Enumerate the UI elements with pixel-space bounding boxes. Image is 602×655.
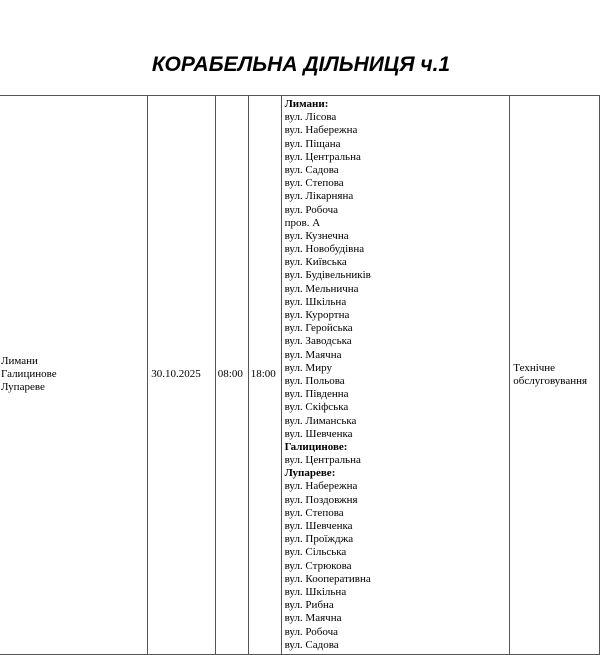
street-item: вул. Новобудівна xyxy=(284,243,365,256)
street-item: вул. Степова xyxy=(284,177,344,190)
streets-cell xyxy=(281,96,510,655)
street-group-title: Галицинове: xyxy=(284,440,348,453)
street-item: вул. Скіфська xyxy=(284,401,349,414)
street-item: вул. Робоча xyxy=(284,203,339,216)
reason-cell xyxy=(510,96,600,655)
street-item: вул. Лісова xyxy=(284,111,337,124)
page-title: КОРАБЕЛЬНА ДІЛЬНИЦЯ ч.1 xyxy=(151,53,451,76)
reason-text: обслуговування xyxy=(513,374,588,387)
street-item: вул. Миру xyxy=(284,361,332,374)
street-item: вул. Кооперативна xyxy=(284,572,371,585)
street-item: вул. Шевченка xyxy=(284,427,353,440)
outage-schedule-table xyxy=(0,95,600,655)
street-group-title: Лимани: xyxy=(284,98,329,110)
street-item: вул. Маячна xyxy=(284,612,342,625)
street-item: вул. Сільська xyxy=(284,546,347,559)
street-item: вул. Лікарняна xyxy=(284,190,354,203)
street-item: вул. Польова xyxy=(284,374,345,387)
street-item: вул. Садова xyxy=(284,638,339,651)
date-cell: 30.10.2025 xyxy=(148,96,216,655)
settlement-name: Лимани xyxy=(1,355,38,368)
street-item: вул. Робоча xyxy=(284,625,339,638)
street-item: вул. Поздовжня xyxy=(284,493,358,506)
street-item: вул. Кузнечна xyxy=(284,229,349,242)
street-item: вул. Шкільна xyxy=(284,585,347,598)
street-item: вул. Мельнична xyxy=(284,282,359,295)
street-item: вул. Київська xyxy=(284,256,347,269)
street-item: вул. Набережна xyxy=(284,480,358,493)
street-item: вул. Будівельників xyxy=(284,269,371,282)
street-item: вул. Маячна xyxy=(284,348,342,361)
street-item: вул. Заводська xyxy=(284,335,352,348)
street-item: вул. Садова xyxy=(284,163,339,176)
settlement-name: Галицинове xyxy=(1,368,57,381)
street-item: вул. Південна xyxy=(284,388,349,401)
settlements-cell xyxy=(0,96,148,655)
street-item: вул. Рибна xyxy=(284,599,334,612)
street-item: вул. Набережна xyxy=(284,124,358,137)
street-item: вул. Стрюкова xyxy=(284,559,352,572)
street-item: вул. Лиманська xyxy=(284,414,357,427)
street-item: вул. Степова xyxy=(284,506,344,519)
street-item: вул. Курортна xyxy=(284,309,350,321)
street-list xyxy=(285,98,508,652)
table-row xyxy=(0,96,600,655)
end-time-cell: 18:00 xyxy=(248,96,281,655)
settlement-name: Лупареве xyxy=(1,381,45,394)
street-item: вул. Проїжджа xyxy=(284,533,354,546)
reason-text: Технічне xyxy=(513,361,556,374)
street-item: вул. Шкільна xyxy=(284,295,347,308)
start-time-cell: 08:00 xyxy=(215,96,248,655)
street-item: вул. Центральна xyxy=(284,150,361,163)
street-item: вул. Центральна xyxy=(284,454,361,467)
street-item: пров. А xyxy=(284,216,321,229)
street-item: вул. Геройська xyxy=(284,322,353,335)
street-item: вул. Піщана xyxy=(284,137,341,150)
street-group-title: Лупареве: xyxy=(284,467,336,480)
street-item: вул. Шевченка xyxy=(284,520,353,532)
